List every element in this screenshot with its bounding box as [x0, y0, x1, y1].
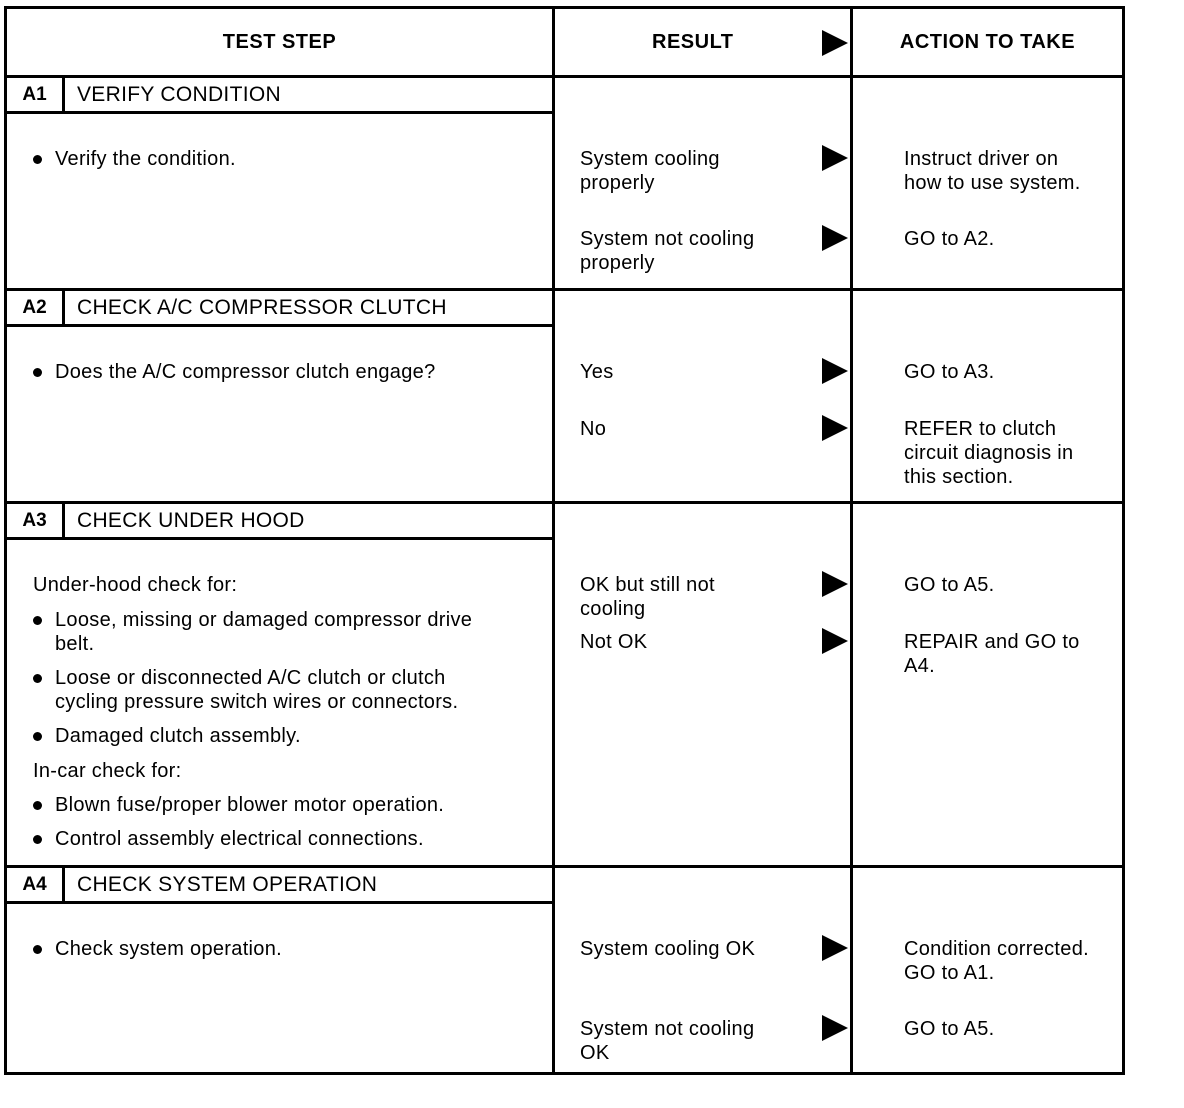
arrow-icon — [822, 1015, 848, 1041]
action-text: REFER to clutch — [904, 418, 1057, 440]
column-divider — [850, 9, 853, 1072]
step-title: CHECK UNDER HOOD — [77, 508, 305, 532]
header-result: RESULT — [652, 30, 734, 53]
test-step-text: belt. — [55, 633, 95, 655]
arrow-icon — [822, 358, 848, 384]
test-step-text: Loose, missing or damaged compressor drive — [55, 609, 473, 631]
result-text: OK but still not — [580, 574, 715, 596]
test-step-text: cycling pressure switch wires or connectors. — [55, 691, 459, 713]
step-header-a1 — [7, 78, 552, 114]
arrow-icon — [822, 225, 848, 251]
result-text: cooling — [580, 598, 646, 620]
result-text: Yes — [580, 361, 614, 383]
test-step-text: Under-hood check for: — [33, 574, 238, 596]
result-text: No — [580, 418, 607, 440]
bullet-icon — [33, 616, 42, 625]
header-test-step: TEST STEP — [222, 30, 337, 53]
test-step-text: Control assembly electrical connections. — [55, 828, 424, 850]
action-text: A4. — [904, 655, 935, 677]
test-step-text: Loose or disconnected A/C clutch or clutch — [55, 667, 446, 689]
result-text: System not cooling — [580, 1018, 755, 1040]
bullet-icon — [33, 835, 42, 844]
arrow-icon — [822, 145, 848, 171]
step-title: CHECK SYSTEM OPERATION — [77, 872, 378, 896]
action-text: Condition corrected. — [904, 938, 1089, 960]
action-text: REPAIR and GO to — [904, 631, 1080, 653]
test-step-text: Verify the condition. — [55, 148, 236, 170]
action-text: GO to A5. — [904, 1018, 995, 1040]
result-text: System not cooling — [580, 228, 755, 250]
arrow-icon — [822, 30, 848, 56]
step-header-a3 — [7, 504, 552, 540]
step-title: CHECK A/C COMPRESSOR CLUTCH — [77, 295, 447, 319]
test-step-text: Blown fuse/proper blower motor operation. — [55, 794, 445, 816]
arrow-icon — [822, 415, 848, 441]
action-text: GO to A5. — [904, 574, 995, 596]
test-step-text: Check system operation. — [55, 938, 282, 960]
action-text: GO to A1. — [904, 962, 995, 984]
header-action: ACTION TO TAKE — [899, 30, 1076, 53]
action-text: GO to A3. — [904, 361, 995, 383]
result-text: System cooling — [580, 148, 720, 170]
bullet-icon — [33, 368, 42, 377]
result-text: OK — [580, 1042, 610, 1064]
test-step-text: Does the A/C compressor clutch engage? — [55, 361, 436, 383]
diagnostic-table — [4, 6, 1125, 1075]
step-header-a4 — [7, 868, 552, 904]
result-text: System cooling OK — [580, 938, 756, 960]
step-id: A1 — [7, 78, 65, 111]
arrow-icon — [822, 935, 848, 961]
action-text: circuit diagnosis in — [904, 442, 1074, 464]
step-id: A2 — [7, 291, 65, 324]
test-step-text: In-car check for: — [33, 760, 182, 782]
column-divider — [552, 9, 555, 1072]
bullet-icon — [33, 945, 42, 954]
bullet-icon — [33, 801, 42, 810]
step-id: A4 — [7, 868, 65, 901]
result-text: properly — [580, 172, 655, 194]
bullet-icon — [33, 674, 42, 683]
action-text: GO to A2. — [904, 228, 995, 250]
step-title: VERIFY CONDITION — [77, 82, 281, 106]
arrow-icon — [822, 571, 848, 597]
bullet-icon — [33, 732, 42, 741]
action-text: this section. — [904, 466, 1014, 488]
bullet-icon — [33, 155, 42, 164]
step-header-a2 — [7, 291, 552, 327]
test-step-text: Damaged clutch assembly. — [55, 725, 301, 747]
action-text: how to use system. — [904, 172, 1081, 194]
result-text: properly — [580, 252, 655, 274]
arrow-icon — [822, 628, 848, 654]
step-id: A3 — [7, 504, 65, 537]
action-text: Instruct driver on — [904, 148, 1059, 170]
result-text: Not OK — [580, 631, 648, 653]
